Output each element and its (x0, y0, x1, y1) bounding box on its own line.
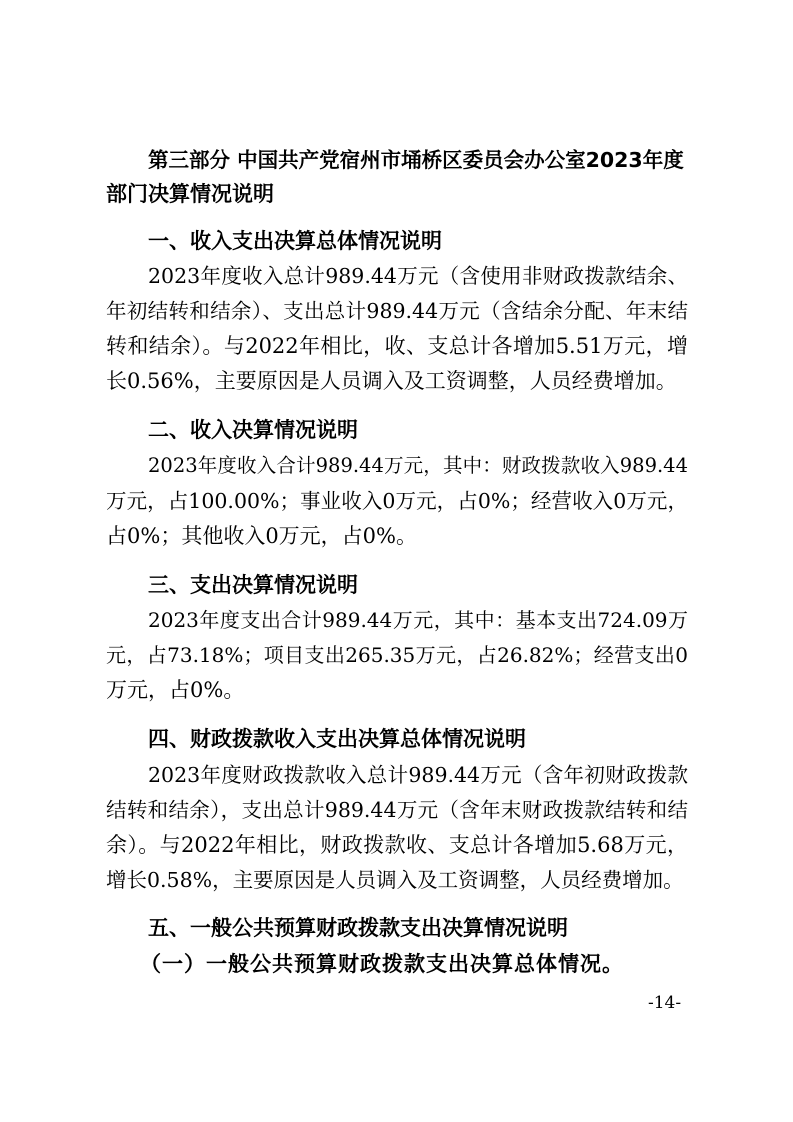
document-title-line-1: 第三部分 中国共产党宿州市埇桥区委员会办公室2023年度 (148, 148, 684, 172)
section-2-line-1: 2023年度收入合计989.44万元，其中：财政拨款收入989.44 (148, 454, 688, 477)
section-3-line-3: 万元，占0%。 (106, 678, 245, 702)
section-1-line-3: 转和结余）。与2022年相比，收、支总计各增加5.51万元，增 (106, 334, 688, 358)
document-title-line-2: 部门决算情况说明 (106, 182, 274, 206)
section-1-line-4: 长0.56%，主要原因是人员调入及工资调整，人员经费增加。 (106, 369, 677, 393)
section-4-line-1: 2023年度财政拨款收入总计989.44万元（含年初财政拨款 (148, 763, 688, 787)
section-2-line-3: 占0%；其他收入0万元，占0%。 (106, 524, 417, 548)
section-2-heading: 二、收入决算情况说明 (148, 418, 358, 442)
section-3-heading: 三、支出决算情况说明 (148, 573, 358, 597)
subsection-heading: （一）一般公共预算财政拨款支出决算总体情况。 (140, 951, 624, 976)
section-4-line-2: 结转和结余），支出总计989.44万元（含年末财政拨款结转和结 (106, 798, 688, 822)
section-5-heading: 五、一般公共预算财政拨款支出决算情况说明 (148, 916, 568, 940)
section-4-heading: 四、财政拨款收入支出决算总体情况说明 (148, 727, 526, 751)
section-1-line-1: 2023年度收入总计989.44万元（含使用非财政拨款结余、 (148, 264, 688, 288)
page-number: -14- (648, 993, 682, 1013)
section-1-line-2: 年初结转和结余）、支出总计989.44万元（含结余分配、年末结 (106, 299, 688, 323)
section-4-line-3: 余）。与2022年相比，财政拨款收、支总计各增加5.68万元， (106, 833, 688, 857)
section-3-line-1: 2023年度支出合计989.44万元，其中：基本支出724.09万 (148, 608, 688, 632)
section-1-heading: 一、收入支出决算总体情况说明 (148, 229, 442, 253)
section-4-line-4: 增长0.58%，主要原因是人员调入及工资调整，人员经费增加。 (106, 868, 684, 892)
section-3-line-2: 元，占73.18%；项目支出265.35万元，占26.82%；经营支出0 (106, 643, 688, 667)
section-2-line-2: 万元，占100.00%；事业收入0万元，占0%；经营收入0万元， (106, 489, 688, 513)
